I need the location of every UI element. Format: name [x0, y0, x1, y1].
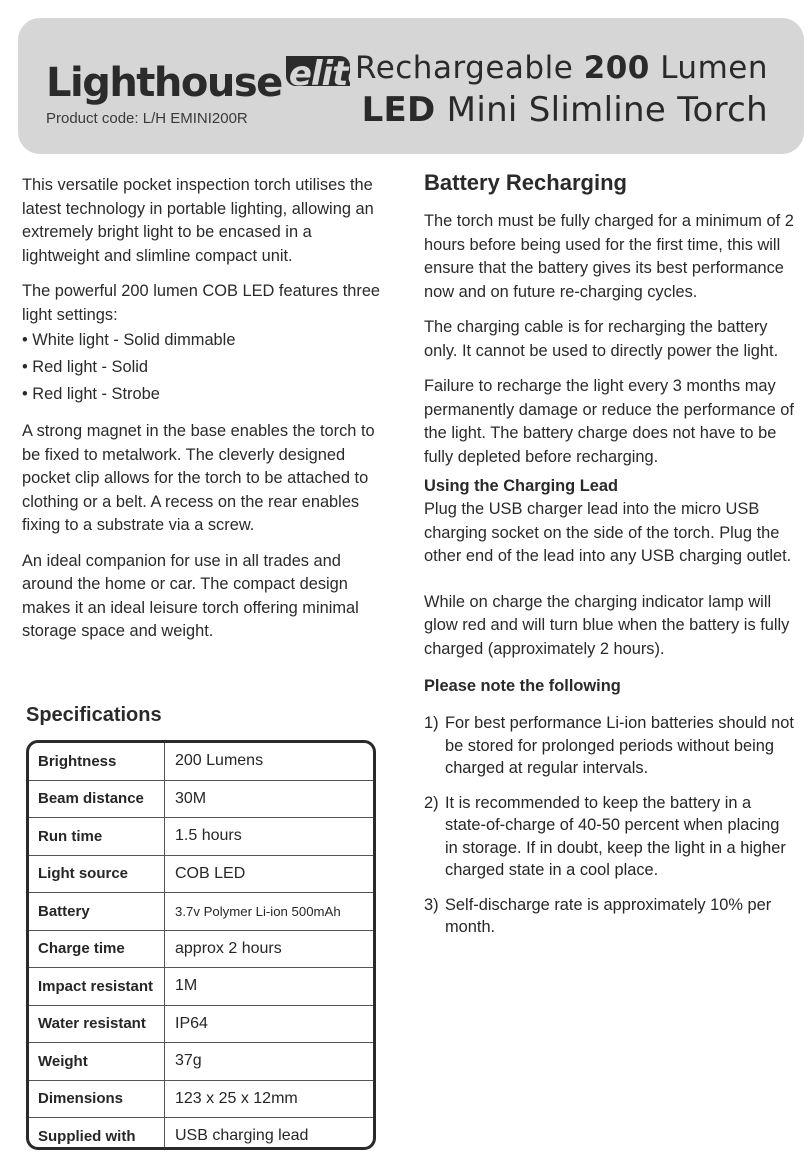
title-line-2	[362, 90, 768, 130]
spec-value: 1.5 hours	[175, 827, 242, 845]
spec-label: Light source	[29, 856, 165, 893]
table-row	[29, 818, 373, 856]
title-line-1-bold: 200	[583, 50, 650, 86]
spec-label: Supplied with	[29, 1118, 165, 1150]
intro-paragraph-3: A strong magnet in the base enables the torch to be fixed to metalwork. The cleverly designed pocket clip allows for the torch to be attached to clothing or a belt. A recess on the rear enables fixing to a substrate via a screw.	[22, 422, 375, 534]
list-item	[424, 894, 794, 939]
table-row	[29, 781, 373, 819]
note-text: Self-discharge rate is approximately 10% per month.	[445, 895, 772, 936]
spec-label: Charge time	[29, 931, 165, 968]
spec-value: 200 Lumens	[175, 752, 264, 770]
title-line-1	[355, 50, 768, 86]
spec-label: Weight	[29, 1043, 165, 1080]
spec-label: Water resistant	[29, 1006, 165, 1043]
charging-lead-heading: Using the Charging Lead	[424, 477, 618, 495]
spec-value: approx 2 hours	[175, 939, 282, 957]
table-row	[29, 856, 373, 894]
spec-label: Impact resistant	[29, 968, 165, 1005]
logo-accent-bar	[286, 54, 370, 94]
list-item: • Red light - Strobe	[22, 385, 160, 403]
battery-paragraph-1: The torch must be fully charged for a minimum of 2 hours before being used for the first time, this will ensure that the battery gives its best performance now and on future re-charging cycles.	[424, 212, 794, 301]
logo-accent-text: elite	[288, 54, 370, 94]
table-row	[29, 1043, 373, 1081]
product-code: Product code: L/H EMINI200R	[46, 110, 248, 127]
intro-paragraph-4: An ideal companion for use in all trades and around the home or car. The compact design makes it an ideal leisure torch offering minimal storage space and weight.	[22, 551, 359, 640]
spec-value: 123 x 25 x 12mm	[175, 1089, 298, 1107]
spec-label: Brightness	[29, 743, 165, 780]
list-item	[424, 712, 794, 780]
note-text: It is recommended to keep the battery in a state-of-charge of 40-50 percent when placing in storage. If in doubt, keep the light in a higher charged state in a cool place.	[445, 793, 786, 879]
intro-paragraph-1: This versatile pocket inspection torch utilises the latest technology in portable lighting, allowing an extremely bright light to be encased in a lightweight and slimline compact unit.	[22, 176, 374, 265]
spec-value: USB charging lead	[175, 1127, 309, 1145]
spec-label: Battery	[29, 893, 165, 930]
intro-column	[22, 174, 392, 656]
spec-value: 37g	[175, 1052, 202, 1070]
title-line-1-pre: Rechargeable	[355, 50, 584, 86]
specifications-heading: Specifications	[26, 704, 162, 726]
table-row	[29, 931, 373, 969]
list-item: • Red light - Solid	[22, 358, 148, 376]
table-row	[29, 1006, 373, 1044]
list-item: • White light - Solid dimmable	[22, 331, 236, 349]
spec-label: Beam distance	[29, 781, 165, 818]
note-number: 2)	[424, 793, 439, 812]
intro-paragraph-2: The powerful 200 lumen COB LED features three light settings:	[22, 282, 381, 324]
table-row	[29, 743, 373, 781]
spec-value: COB LED	[175, 864, 246, 882]
light-settings-list	[22, 327, 392, 408]
note-text: For best performance Li-ion batteries should not be stored for prolonged periods without being charged at regular intervals.	[445, 714, 794, 777]
note-number: 1)	[424, 714, 439, 732]
spec-value: 30M	[175, 789, 207, 807]
spec-value: 3.7v Polymer Li-ion 500mAh	[175, 903, 341, 919]
table-row	[29, 968, 373, 1006]
logo-main-text: Lighthouse	[46, 60, 282, 106]
list-item	[424, 792, 794, 882]
title-line-1-post: Lumen	[649, 50, 768, 86]
charging-lead-paragraph-1: Plug the USB charger lead into the micro USB charging socket on the side of the torch. Plug the other end of the lead into any USB charging outlet.	[424, 500, 792, 565]
specifications-table	[26, 740, 376, 1150]
note-number: 3)	[424, 895, 439, 914]
table-row	[29, 1118, 373, 1150]
spec-label: Run time	[29, 818, 165, 855]
table-row	[29, 1081, 373, 1119]
spec-value: 1M	[175, 977, 198, 995]
spec-value: IP64	[175, 1014, 208, 1032]
charging-lead-paragraph-2: While on charge the charging indicator lamp will glow red and will turn blue when the battery is fully charged (approximately 2 hours).	[424, 592, 790, 658]
battery-column	[424, 170, 794, 951]
brand-logo	[46, 54, 370, 116]
title-line-2-post: Mini Slimline Torch	[435, 90, 768, 130]
table-row	[29, 893, 373, 931]
battery-paragraph-2: The charging cable is for recharging the battery only. It cannot be used to directly power the light.	[424, 318, 779, 360]
notes-heading: Please note the following	[424, 677, 621, 695]
battery-paragraph-3: Failure to recharge the light every 3 months may permanently damage or reduce the performance of the light. The battery charge does not have to be fully depleted before recharging.	[424, 377, 794, 466]
spec-label: Dimensions	[29, 1081, 165, 1118]
battery-recharging-heading: Battery Recharging	[424, 170, 627, 195]
title-line-2-bold: LED	[361, 90, 436, 130]
notes-list	[424, 712, 794, 939]
header-banner	[18, 18, 804, 154]
